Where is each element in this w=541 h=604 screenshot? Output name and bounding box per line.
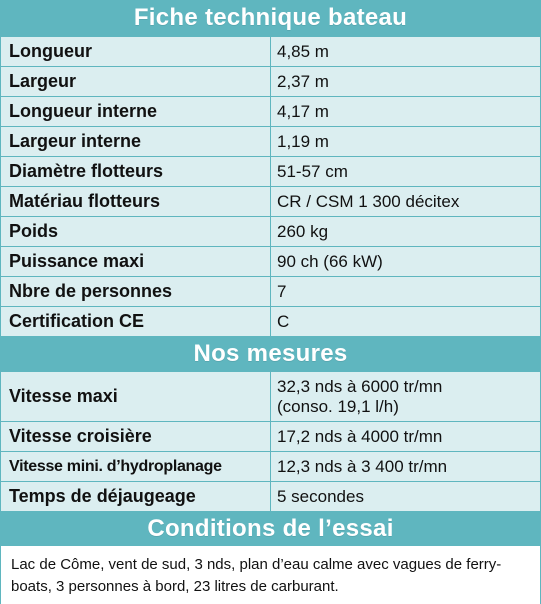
row-label: Vitesse croisière: [1, 422, 271, 452]
row-label: Poids: [1, 217, 271, 247]
fiche-table: [0, 36, 541, 337]
table-row: [1, 97, 541, 127]
row-label: Longueur interne: [1, 97, 271, 127]
row-label: Temps de déjaugeage: [1, 482, 271, 512]
table-row: [1, 277, 541, 307]
row-value: 2,37 m: [271, 67, 541, 97]
table-row: [1, 372, 541, 422]
table-row: [1, 157, 541, 187]
row-label: Certification CE: [1, 307, 271, 337]
section-title-conditions: Conditions de l’essai: [0, 512, 541, 546]
row-label: Matériau flotteurs: [1, 187, 271, 217]
row-value-line: 32,3 nds à 6000 tr/mn: [277, 376, 443, 396]
row-label: Puissance maxi: [1, 247, 271, 277]
row-value: C: [271, 307, 541, 337]
row-value: CR / CSM 1 300 décitex: [271, 187, 541, 217]
table-row: [1, 217, 541, 247]
row-value: 1,19 m: [271, 127, 541, 157]
table-row: [1, 422, 541, 452]
table-row: [1, 247, 541, 277]
row-value: 90 ch (66 kW): [271, 247, 541, 277]
row-label: Longueur: [1, 37, 271, 67]
row-label: Diamètre flotteurs: [1, 157, 271, 187]
row-value: 4,85 m: [271, 37, 541, 67]
conditions-text: Lac de Côme, vent de sud, 3 nds, plan d’eau calme avec vagues de ferry-boats, 3 personnes à bord, 23 litres de carburant.: [0, 546, 541, 604]
row-value: 4,17 m: [271, 97, 541, 127]
row-label: Vitesse mini. d’hydroplanage: [1, 452, 271, 482]
table-row: [1, 67, 541, 97]
table-row: [1, 307, 541, 337]
row-value: 7: [271, 277, 541, 307]
row-value: 12,3 nds à 3 400 tr/mn: [271, 452, 541, 482]
row-value-line: (conso. 19,1 l/h): [277, 396, 399, 416]
row-label: Nbre de personnes: [1, 277, 271, 307]
row-value: 17,2 nds à 4000 tr/mn: [271, 422, 541, 452]
section-title-fiche: Fiche technique bateau: [0, 0, 541, 36]
row-value: [271, 372, 541, 422]
row-value: 5 secondes: [271, 482, 541, 512]
row-label: Largeur interne: [1, 127, 271, 157]
table-row: [1, 37, 541, 67]
table-row: [1, 482, 541, 512]
table-row: [1, 127, 541, 157]
section-title-mesures: Nos mesures: [0, 337, 541, 371]
row-value: 260 kg: [271, 217, 541, 247]
table-row: [1, 452, 541, 482]
table-row: [1, 187, 541, 217]
row-label: Vitesse maxi: [1, 372, 271, 422]
row-label: Largeur: [1, 67, 271, 97]
row-value: 51-57 cm: [271, 157, 541, 187]
mesures-table: [0, 371, 541, 512]
